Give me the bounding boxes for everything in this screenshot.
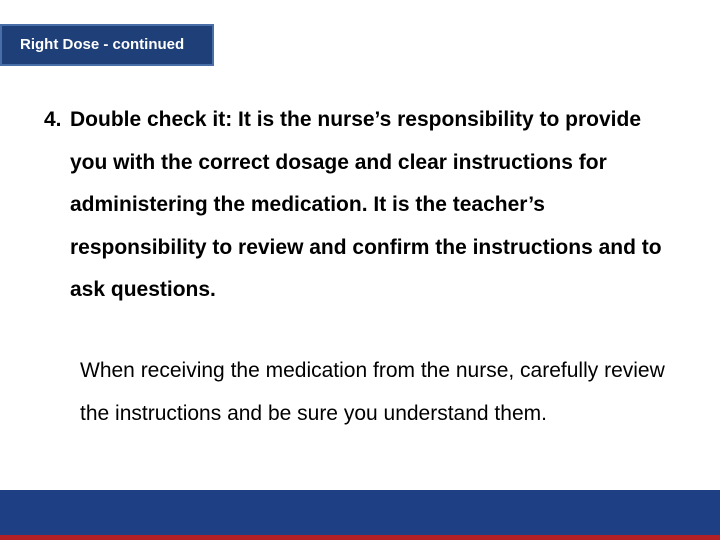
item-text: Double check it: It is the nurse’s responsibility to provide you with the correct dosage and clear instructions for administering the medication. It is the teacher’s responsibility to review and confirm the instructions and to ask questions. <box>70 108 662 301</box>
item-number: 4. <box>44 108 62 131</box>
slide-title: Right Dose - continued <box>20 36 185 53</box>
slide-title-tab <box>0 24 214 66</box>
footer-stripe <box>0 535 720 540</box>
footer-bar <box>0 490 720 540</box>
note-paragraph: When receiving the medication from the nurse, carefully review the instructions and be sure you understand them. <box>80 359 665 425</box>
numbered-item <box>44 99 684 312</box>
